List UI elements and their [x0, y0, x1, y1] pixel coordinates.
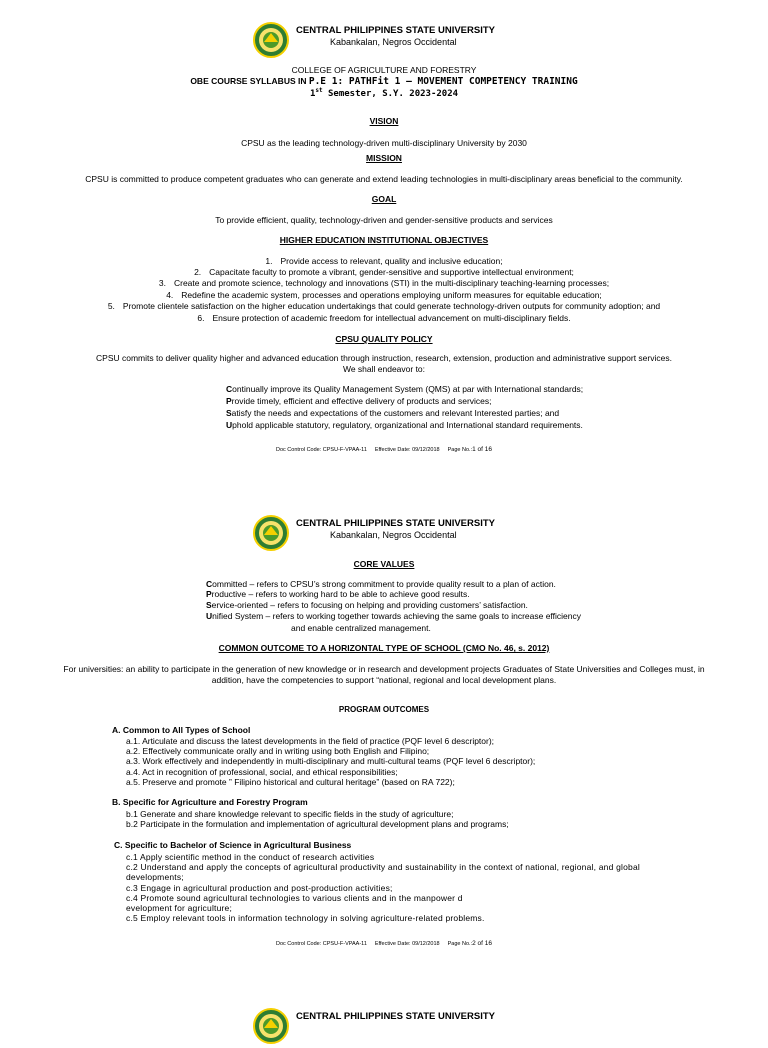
common-outcome-text: addition, have the competencies to support “national, regional and local development plans.	[211, 675, 557, 685]
outcome-item: a.2. Effectively communicate orally and in writing using both English and Filipino;	[126, 746, 430, 756]
course-title: P.E 1: PATHFit 1 – MOVEMENT COMPETENCY TRAINING	[308, 76, 578, 87]
university-location: Kabankalan, Negros Occidental	[330, 37, 457, 47]
core-value-item: Service-oriented – refers to focusing on helping and providing customers’ satisfaction.	[206, 600, 528, 610]
objective-item: 3. Create and promote science, technology and innovations (STI) in the multi-disciplinary teaching-learning processes;	[158, 278, 610, 288]
core-values-heading: CORE VALUES	[353, 559, 415, 569]
university-name: CENTRAL PHILIPPINES STATE UNIVERSITY	[296, 1011, 495, 1022]
policy-item: Continually improve its Quality Management System (QMS) at par with International standards;	[226, 384, 584, 394]
page1-header	[253, 22, 583, 62]
outcome-item: b.1 Generate and share knowledge relevant to specific fields in the study of agriculture;	[126, 809, 454, 819]
objective-item: 2. Capacitate faculty to promote a vibrant, gender-sensitive and supportive intellectual environment;	[194, 267, 574, 277]
university-seal-icon	[253, 1008, 289, 1044]
heio-heading: HIGHER EDUCATION INSTITUTIONAL OBJECTIVES	[279, 235, 489, 245]
section-b-heading: B. Specific for Agriculture and Forestry Program	[112, 797, 308, 807]
common-outcome-heading: COMMON OUTCOME TO A HORIZONTAL TYPE OF SCHOOL (CMO No. 46, s. 2012)	[218, 643, 550, 653]
objective-item: 5. Promote clientele satisfaction on the higher education undertakings that could generate technology-driven outputs for community adoption; and	[107, 301, 661, 311]
syllabus-title: OBE COURSE SYLLABUS IN P.E 1: PATHFit 1 – MOVEMENT COMPETENCY TRAINING	[190, 76, 578, 87]
core-value-item: Committed – refers to CPSU’s strong commitment to provide quality result to a plan of action.	[206, 579, 556, 589]
objective-item: 1. Provide access to relevant, quality and inclusive education;	[265, 256, 503, 266]
quality-policy-text: CPSU commits to deliver quality higher and advanced education through instruction, research, extension, production and administrative support services.	[96, 353, 672, 363]
university-seal-icon	[253, 22, 289, 58]
outcome-item: c.2 Understand and apply the concepts of agricultural productivity and sustainability in the context of national, regional, and global	[126, 862, 640, 872]
outcome-item: c.3 Engage in agricultural production and post-production activities;	[126, 883, 393, 893]
goal-heading: GOAL	[371, 194, 397, 204]
section-a-heading: A. Common to All Types of School	[112, 725, 251, 735]
university-seal-icon	[253, 515, 289, 551]
objective-item: 4. Redefine the academic system, processes and operations employing uniform measures for equitable education;	[166, 290, 602, 300]
outcome-item-continuation: evelopment for agriculture;	[126, 903, 233, 913]
quality-policy-endeavor: We shall endeavor to:	[342, 364, 426, 374]
program-outcomes-heading: PROGRAM OUTCOMES	[338, 705, 430, 714]
core-value-item: Productive – refers to working hard to be able to achieve good results.	[206, 589, 470, 599]
outcome-item: b.2 Participate in the formulation and implementation of agricultural development plans and programs;	[126, 819, 509, 829]
core-value-item: Unified System – refers to working together towards achieving the same goals to increase efficiency	[206, 611, 581, 621]
vision-heading: VISION	[369, 116, 399, 126]
common-outcome-text: For universities: an ability to participate in the generation of new knowledge or in research and development projects Graduates of State Universities and Colleges must, in	[63, 664, 705, 674]
outcome-item: a.1. Articulate and discuss the latest developments in the field of practice (PQF level 6 descriptor);	[126, 736, 495, 746]
outcome-item: a.3. Work effectively and independently in multi-disciplinary and multi-cultural teams (PQF level 6 descriptor);	[126, 756, 536, 766]
mission-text: CPSU is committed to produce competent graduates who can generate and extend leading technologies in multi-disciplinary areas beneficial to the community.	[85, 174, 683, 184]
section-c-heading: C. Specific to Bachelor of Science in Agricultural Business	[114, 840, 352, 850]
page3-header	[253, 1008, 583, 1048]
outcome-item: a.4. Act in recognition of professional, social, and ethical responsibilities;	[126, 767, 398, 777]
university-location: Kabankalan, Negros Occidental	[330, 530, 457, 540]
outcome-item: a.5. Preserve and promote ” Filipino historical and cultural heritage” (based on RA 722);	[126, 777, 455, 787]
mission-heading: MISSION	[366, 153, 402, 163]
page2-header	[253, 515, 583, 555]
page2-footer: Doc Control Code: CPSU-F-VPAA-11 Effective Date: 09/12/2018 Page No.:2 of 16	[276, 940, 492, 947]
vision-text: CPSU as the leading technology-driven multi-disciplinary University by 2030	[241, 138, 527, 148]
university-name: CENTRAL PHILIPPINES STATE UNIVERSITY	[296, 25, 495, 36]
policy-item: Provide timely, efficient and effective delivery of products and services;	[226, 396, 492, 406]
page1-footer: Doc Control Code: CPSU-F-VPAA-11 Effective Date: 09/12/2018 Page No.:1 of 16	[276, 446, 492, 453]
outcome-item: c.1 Apply scientific method in the conduct of research activities	[126, 852, 375, 862]
outcome-item-continuation: developments;	[126, 872, 184, 882]
college-name: COLLEGE OF AGRICULTURE AND FORESTRY	[291, 65, 477, 75]
core-value-continuation: and enable centralized management.	[291, 623, 431, 633]
quality-policy-heading: CPSU QUALITY POLICY	[335, 334, 433, 344]
goal-text: To provide efficient, quality, technology-driven and gender-sensitive products and services	[215, 215, 553, 225]
university-name: CENTRAL PHILIPPINES STATE UNIVERSITY	[296, 518, 495, 529]
policy-item: Satisfy the needs and expectations of the customers and relevant Interested parties; and	[226, 408, 560, 418]
outcome-item: c.4 Promote sound agricultural technologies to various clients and in the manpower d	[126, 893, 463, 903]
outcome-item: c.5 Employ relevant tools in information technology in solving agriculture-related problems.	[126, 913, 485, 923]
policy-item: Uphold applicable statutory, regulatory, organizational and International standard requirements.	[226, 420, 583, 430]
objective-item: 6. Ensure protection of academic freedom for intellectual advancement on multi-disciplinary fields.	[197, 313, 571, 323]
semester-line: 1st Semester, S.Y. 2023-2024	[309, 87, 459, 99]
